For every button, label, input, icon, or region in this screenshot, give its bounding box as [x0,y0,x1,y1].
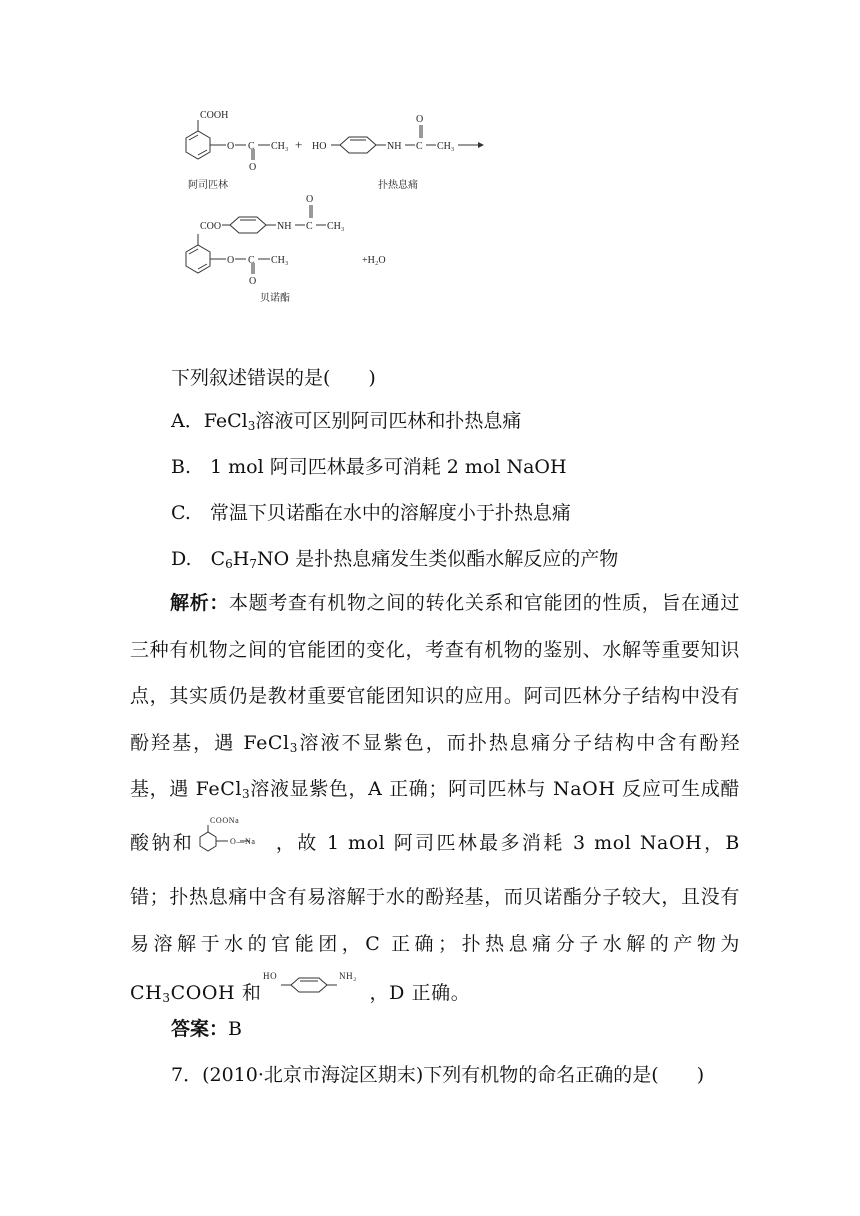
benorilate-nh: NH [277,221,292,232]
benorilate-ester-o: O [227,255,235,266]
benorilate-amide-o: O [306,194,314,205]
benorilate-amide-c: C [306,221,313,232]
option-b-label: B. [171,456,211,478]
reaction-scheme [170,100,530,310]
option-a-text-pre: FeCl [203,410,248,432]
aminophenol-ho: HO [263,971,278,981]
option-c-text: 常温下贝诺酯在水中的溶解度小于扑热息痛 [209,502,571,524]
analysis-sub1: 3 [289,740,298,755]
analysis-paragraph [130,580,740,1021]
question-stem: 下列叙述错误的是( ) [171,367,376,389]
paracetamol-ch3: CH₃ [437,141,455,152]
paracetamol-nh: NH [387,141,402,152]
option-b-text: 1 mol 阿司匹林最多可消耗 2 mol NaOH [210,456,567,478]
sodium-salicylate-drawing [194,813,274,857]
answer-line [171,1015,242,1043]
option-d-rest: NO 是扑热息痛发生类似酯水解反应的产物 [257,548,619,570]
aspirin-carbonyl-c: C [248,141,255,152]
aspirin-carbonyl-o: O [249,162,257,173]
aspirin-ester-o: O [227,141,235,152]
sodium-salicylate-coona: COONa [210,815,240,825]
analysis-part2: 溶液不显紫色，而扑热息痛分子结构中含有酚羟基，遇 FeCl [130,731,740,800]
benorilate-ch3: CH₃ [271,255,289,266]
option-d [171,545,618,573]
aspirin-cooh: COOH [200,110,229,121]
benorilate-carbonyl-o: O [249,276,257,287]
benorilate-carbonyl-c: C [248,255,255,266]
analysis-sub2: 3 [242,787,251,801]
option-a-text-post: 溶液可区别阿司匹林和扑热息痛 [255,410,522,432]
option-d-h-sub: 7 [249,557,258,571]
aspirin-label: 阿司匹林 [188,180,228,191]
plus-sign: + [295,137,303,152]
option-c-label: C. [171,502,210,524]
next-question: 7．(2010·北京市海淀区期末)下列有机物的命名正确的是( ) [171,1064,705,1086]
benorilate-coo: COO [200,221,222,232]
answer-label: 答案： [171,1018,229,1040]
paracetamol-carbonyl-c: C [416,141,423,152]
option-d-c: C [210,548,226,570]
water-product: +H₂O [362,255,386,266]
answer-value: B [228,1018,242,1040]
benorilate-phenyl-ring [230,217,266,233]
analysis-part4: ，故 1 mol 阿司匹林最多消耗 3 mol NaOH，B 错；扑热息痛中含有易溶解于水的酚羟基，而贝诺酯分子较大，且没有易溶解于水的官能团，C 正确；扑热息痛分子水解的产物为 CH [130,831,740,1004]
aspirin-ch3: CH₃ [271,141,289,152]
reaction-arrow-head [478,142,484,148]
analysis-sub3: 3 [162,990,171,1005]
sodium-salicylate-structure [194,813,274,875]
aminophenol-structure [261,967,369,1021]
option-a-sub: 3 [247,419,256,433]
analysis-part5: COOH 和 [170,981,262,1004]
option-a [171,407,521,435]
paracetamol-label: 扑热息痛 [378,180,418,191]
option-a-label: A． [171,410,204,432]
paracetamol-ho: HO [312,141,327,152]
sodium-salicylate-ona: O—Na [230,836,256,846]
option-d-label: D. [171,548,211,570]
analysis-part6: ，D 正确。 [369,981,471,1004]
option-d-h: H [232,548,250,570]
option-d-c-sub: 6 [225,557,233,571]
aminophenol-nh2: NH₂ [339,971,358,981]
analysis-label: 解析： [170,592,230,614]
analysis-part3: 溶液显紫色，A 正确；阿司匹林与 NaOH 反应可生成醋酸钠和 [130,778,740,854]
reaction-scheme-drawing [170,100,530,310]
analysis-part1: 本题考查有机物之间的转化关系和官能团的性质，旨在通过三种有机物之间的官能团的变化，考查有机物的鉴别、水解等重要知识点，其实质仍是教材重要官能团知识的应用。阿司匹林分子结构中没有酚羟基，遇 FeCl [130,592,740,754]
paracetamol-benzene-ring [340,137,376,153]
benorilate-amide-ch3: CH₃ [327,221,345,232]
paracetamol-carbonyl-o: O [416,114,424,125]
benorilate-label: 贝诺酯 [260,293,290,304]
aminophenol-drawing [261,967,369,1003]
option-b [171,453,567,481]
option-c [171,499,571,527]
